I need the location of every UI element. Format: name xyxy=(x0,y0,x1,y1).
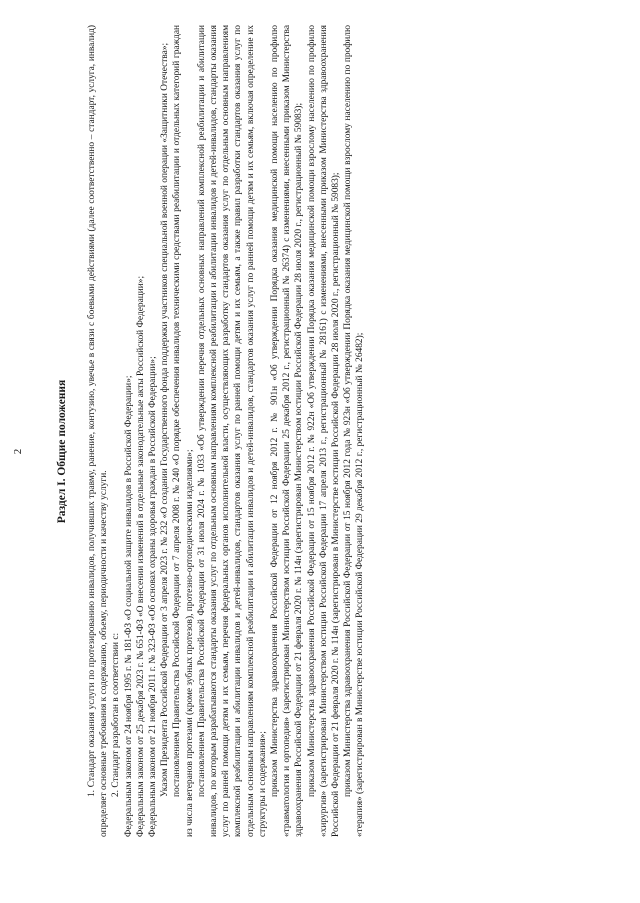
paragraph-6: Указом Президента Российской Федерации от 3 апреля 2023 г. № 232 «О создании Государственного фонда поддержки участников специальной военной операции «Защитники Отечества»; xyxy=(160,42,171,797)
paragraph-11: приказом Министерства здравоохранения Российской Федерации от 15 ноября 2012 года № 923н «Об утверждении Порядка оказания медицинской помощи взрослому населению по профилю «терапия» (зарегистрирован в Министерстве юстиции Российской Федерации 29 декабря 2012 г., регистрационный № 26482); xyxy=(343,25,366,837)
paragraph-9: приказом Министерства здравоохранения Российской Федерации от 12 ноября 2012 г. № 901н «Об утверждении Порядка оказания медицинской помощи населению по профилю «травматология и ортопедия» (зарегистрирован Министерством юстиции Российской Федерации 25 декабря 2012 г., регистрационный № 26374) с изменениями, внесенными приказом Министерства здравоохранения Российской Федерации от 21 февраля 2020 г. № 114н (зарегистрирован Министерством юстиции Российской Федерации 28 июля 2020 г., регистрационный № 59083); xyxy=(270,25,305,837)
paragraph-4: Федеральным законом от 25 декабря 2023 г. № 651-ФЗ «О внесении изменений в отдельные законодательные акты Российской Федерации»; xyxy=(135,275,146,837)
document-body xyxy=(86,25,367,837)
paragraph-7: постановлением Правительства Российской Федерации от 7 апреля 2008 г. № 240 «О порядке обеспечения инвалидов техническими средствами реабилитации и отдельных категорий граждан из числа ветеранов протезами (кроме зубных протезов), протезно-ортопедическими изделиями»; xyxy=(172,25,195,837)
paragraph-1: 1. Стандарт оказания услуги по протезированию инвалидов, получивших травму, ранение, контузию, увечье в связи с боевыми действиями (далее соответственно – стандарт, услуга, инвалид) определяет основные требования к содержанию, объему, периодичности и качеству услуги. xyxy=(87,25,110,837)
paragraph-3: Федеральным законом от 24 ноября 1995 г. № 181-ФЗ «О социальной защите инвалидов в Российской Федерации»; xyxy=(123,375,134,837)
paragraph-2: 2. Стандарт разработан в соответствии с: xyxy=(111,632,122,797)
paragraph-8: постановлением Правительства Российской Федерации от 31 июля 2024 г. № 1033 «Об утверждении перечня отдельных основных направлений комплексной реабилитации и абилитации инвалидов, по которым разрабатываются стандарты оказания услуг по отдельным основным направлениям комплексной реабилитации и абилитации инвалидов и детей-инвалидов, стандарты оказания услуг по ранней помощи детям и их семьям, перечня федеральных органов исполнительной власти, осуществляющих разработку стандартов оказания услуг по отдельным основным направлениям комплексной реабилитации и абилитации инвалидов и детей-инвалидов, стандартов оказания услуг по ранней помощи детям и их семьям, а также правил разработки стандартов оказания услуг по отдельным основным направлениям комплексной реабилитации и абилитации инвалидов и детей-инвалидов, стандартов оказания услуг по ранней помощи детям и их семьям, включая определение их структуры и содержания»; xyxy=(196,25,268,837)
section-title: Раздел I. Общие положения xyxy=(56,379,68,524)
paragraph-10: приказом Министерства здравоохранения Российской Федерации от 15 ноября 2012 г. № 922н «Об утверждении Порядка оказания медицинской помощи взрослому населению по профилю «хирургия» (зарегистрирован Министерством юстиции Российской Федерации 17 апреля 2013 г., регистрационный № 28161) с изменениями, внесенными приказом Министерства здравоохранения Российской Федерации от 21 февраля 2020 г. № 114н (зарегистрирован в Министерстве юстиции Российской Федерации 28 июля 2020 г., регистрационный № 59083); xyxy=(306,25,342,837)
page-number: 2 xyxy=(12,448,24,455)
paragraph-5: Федеральным законом от 21 ноября 2011 г. № 323-ФЗ «Об основах охраны здоровья граждан в Российской Федерации»; xyxy=(148,356,159,837)
